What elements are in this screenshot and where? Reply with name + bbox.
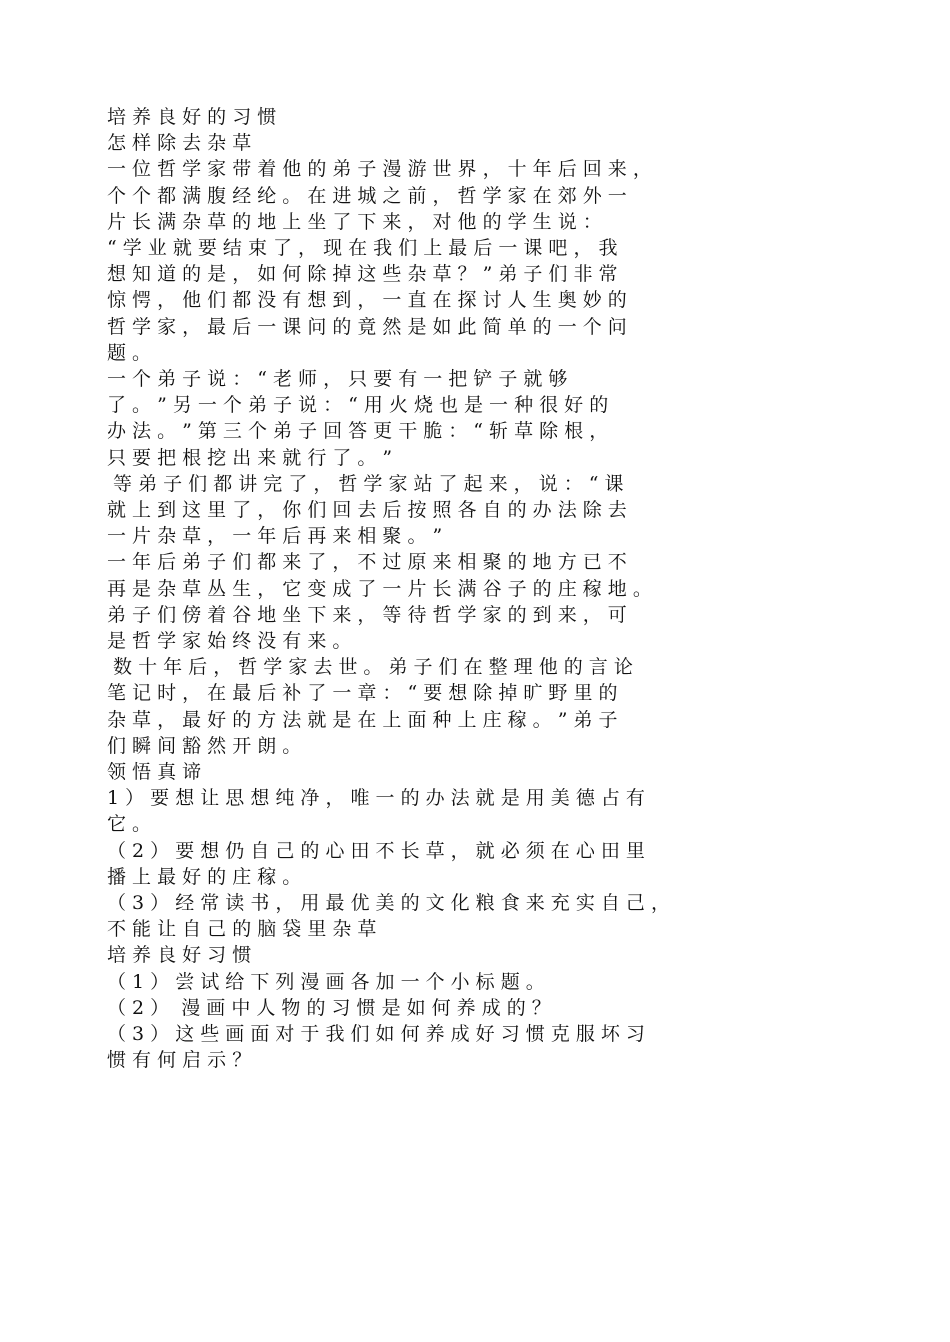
text-line: 1 ） 要 想 让 思 想 纯 净 ， 唯 一 的 办 法 就 是 用 美 德 占 有 bbox=[107, 787, 645, 810]
text-line: 了 。 ” 另 一 个 弟 子 说 ： “ 用 火 烧 也 是 一 种 很 好 的 bbox=[107, 394, 609, 417]
text-line: 不 能 让 自 己 的 脑 袋 里 杂 草 bbox=[107, 918, 377, 941]
text-line: 一 位 哲 学 家 带 着 他 的 弟 子 漫 游 世 界 ， 十 年 后 回 来 ， bbox=[107, 158, 652, 181]
text-line: 一 个 弟 子 说 ： “ 老 师 ， 只 要 有 一 把 铲 子 就 够 bbox=[107, 368, 568, 390]
text-line: （ 3 ） 这 些 画 面 对 于 我 们 如 何 养 成 好 习 惯 克 服 坏 习 bbox=[107, 1023, 645, 1045]
text-line: 一 片 杂 草 ， 一 年 后 再 来 相 聚 。 ” bbox=[107, 525, 443, 548]
text-line: 们 瞬 间 豁 然 开 朗 。 bbox=[107, 734, 302, 757]
text-line: 播 上 最 好 的 庄 稼 。 bbox=[107, 865, 302, 888]
section-heading: 怎 样 除 去 杂 草 bbox=[107, 132, 252, 155]
text-line: 只 要 把 根 挖 出 来 就 行 了 。 ” bbox=[107, 446, 393, 469]
text-line: 想 知 道 的 是 ， 如 何 除 掉 这 些 杂 草 ？ ” 弟 子 们 非 常 bbox=[107, 263, 618, 286]
text-line: 它 。 bbox=[107, 813, 152, 836]
text-line: （ 3 ） 经 常 读 书 ， 用 最 优 美 的 文 化 粮 食 来 充 实 自 己 ， bbox=[107, 892, 670, 914]
text-line: 杂 草 ， 最 好 的 方 法 就 是 在 上 面 种 上 庄 稼 。 ” 弟 子 bbox=[107, 708, 618, 731]
text-line: 惯 有 何 启 示 ？ bbox=[107, 1049, 252, 1072]
section-heading: 培 养 良 好 的 习 惯 bbox=[107, 106, 277, 128]
text-line: 再 是 杂 草 丛 生 ， 它 变 成 了 一 片 长 满 谷 子 的 庄 稼 地 。 bbox=[107, 577, 652, 600]
section-heading: 培 养 良 好 习 惯 bbox=[107, 944, 252, 967]
text-line: “ 学 业 就 要 结 束 了 ， 现 在 我 们 上 最 后 一 课 吧 ， 我 bbox=[107, 237, 618, 259]
text-line: 哲 学 家 ， 最 后 一 课 问 的 竟 然 是 如 此 简 单 的 一 个 问 bbox=[107, 315, 627, 338]
text-line: （ 2 ） 要 想 仍 自 己 的 心 田 不 长 草 ， 就 必 须 在 心 田 里 bbox=[107, 839, 645, 862]
text-line: 是 哲 学 家 始 终 没 有 来 。 bbox=[107, 630, 352, 652]
text-line: 惊 愕 ， 他 们 都 没 有 想 到 ， 一 直 在 探 讨 人 生 奥 妙 的 bbox=[107, 289, 627, 312]
text-line: 题 。 bbox=[107, 341, 152, 364]
text-line: 数 十 年 后 ， 哲 学 家 去 世 。 弟 子 们 在 整 理 他 的 言 论 bbox=[107, 656, 633, 679]
text-line: 笔 记 时 ， 在 最 后 补 了 一 章 ： “ 要 想 除 掉 旷 野 里 的 bbox=[107, 682, 618, 705]
text-line: （ 1 ） 尝 试 给 下 列 漫 画 各 加 一 个 小 标 题 。 bbox=[107, 970, 545, 993]
text-line: 就 上 到 这 里 了 ， 你 们 回 去 后 按 照 各 自 的 办 法 除 去 bbox=[107, 499, 627, 521]
text-line: 一 年 后 弟 子 们 都 来 了 ， 不 过 原 来 相 聚 的 地 方 已 不 bbox=[107, 551, 627, 574]
text-line: 办 法 。 ” 第 三 个 弟 子 回 答 更 干 脆 ： “ 斩 草 除 根 ， bbox=[107, 420, 609, 443]
text-line: （ 2 ） 漫 画 中 人 物 的 习 惯 是 如 何 养 成 的 ？ bbox=[107, 996, 551, 1019]
text-line: 弟 子 们 傍 着 谷 地 坐 下 来 ， 等 待 哲 学 家 的 到 来 ， 可 bbox=[107, 603, 627, 626]
text-line: 个 个 都 满 腹 经 纶 。 在 进 城 之 前 ， 哲 学 家 在 郊 外 一 bbox=[107, 184, 627, 207]
text-line: 等 弟 子 们 都 讲 完 了 ， 哲 学 家 站 了 起 来 ， 说 ： “ 课 bbox=[107, 472, 624, 495]
section-heading: 领 悟 真 谛 bbox=[107, 761, 202, 783]
text-line: 片 长 满 杂 草 的 地 上 坐 了 下 来 ， 对 他 的 学 生 说 ： bbox=[107, 210, 602, 233]
